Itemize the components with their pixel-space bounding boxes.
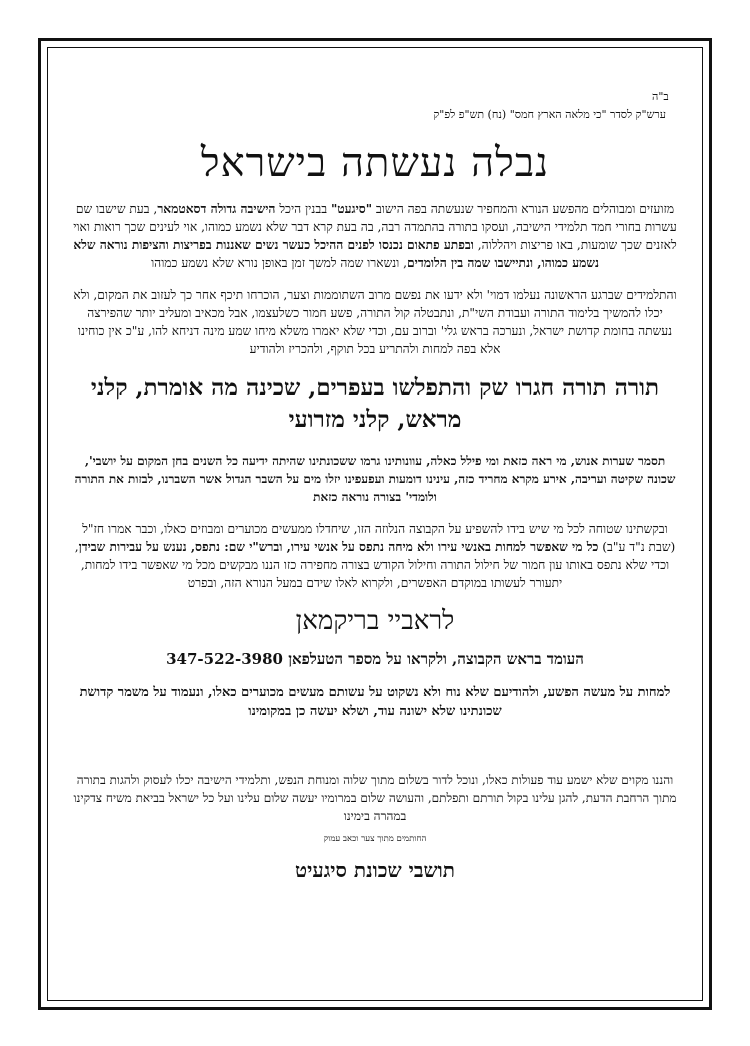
- call-to-action: למחות על מעשה הפשע, ולהודיעם שלא נוח ולא נשקוט על עשותם מעשים מכוערים כאלו, ונעמוד על משמר קדושת שכונתינו שלא ישונה עוד, ושלא יעשה כן במקומינו: [79, 685, 671, 719]
- signature: תושבי שכונת סיגעיט: [295, 858, 455, 882]
- main-title: נבלה נעשתה בישראל: [200, 140, 550, 186]
- dateline: ערש"ק לסדר "כי מלאה הארץ חמס" (נח) תש"פ לפ"ק: [433, 108, 666, 121]
- bh-header: ב"ה: [652, 90, 669, 103]
- phone-number: 347-522-3980: [166, 650, 283, 668]
- notice-document: [72, 90, 678, 990]
- rabbi-name: לראביי בריקמאן: [295, 606, 455, 636]
- contact-text: העומד בראש הקבוצה, ולקראו על מספר הטעלפאן: [288, 650, 584, 668]
- closing-paragraph: והננו מקוים שלא ישמע עוד פעולות כאלו, ונוכל לדור בשלום מתוך שלוה ומנוחת הנפש, ותלמידי הישיבה יכלו לעסוק ולהגות בתורה מתוך הרחבת הדעת, להגן עלינו בקול תורתם ותפלתם, והעושה שלום במרומיו יעשה שלום עלינו ועל כל ישראל בביאת משיח צדקינו במהרה בימינו: [73, 773, 677, 823]
- paragraph-1: מזועזים ומבוהלים מהפשע הנורא והמחפיר שנעשתה בפה הישוב "סיגעט" בבנין היכל הישיבה גדולה דסאטמאר, בעת שישבו שם עשרות בחורי חמד תלמידי הישיבה, ועסקו בתורה בהתמדה רבה, בה בעת קרא דבר שלא נשמע כמוהו, אוי לעינים שכך רואות ואוי לאזנים שכך שומעות, באו פריצות ויהללוה, ובפתע פתאום נכנסו לפנים ההיכל כעשר נשים שאננות בפריצות והציפות נוראה שלא נשמע כמוהו, ונתיישבו שמה בין הלומדים, ונשארו שמה למשך זמן באופן נורא שלא נשמע כמוהו: [73, 202, 677, 270]
- secondary-headline: תורה תורה חגרו שק והתפלשו בעפרים, שכינה מה אומרת, קלני מראש, קלני מזרועי: [90, 374, 660, 433]
- paragraph-4: ובקשתינו שטוחה לכל מי שיש בידו להשפיע על הקבוצה הנלוזה הזו, שיחדלו ממעשים מכוערים ומבוזים כאלו, וכבר אמרו חז"ל (שבת נ"ד ע"ב) כל מי שאפשר למחות באנשי עירו ולא מיחה נתפס על אנשי עירו, וברש"י שם: נתפס, נענש על עבירות שבידן, וכדי שלא נתפס באותו עון חמור של חילול התורה וחילול הקודש בצורה מחפירה כזו הננו מבקשים מכל מי שאפשר בידו למחות, יתעורר לעשותו במוקדם האפשרים, ולקרוא לאלו שידם במעל הנורא הזה, ובפרט: [74, 522, 676, 590]
- paragraph-3: תסמר שערות אנוש, מי ראה כזאת ומי פילל כאלה, עוונותינו גרמו ששכונתינו שהיתה ידיעה כל השנים בחן המקום על יושבי', שכונה שקיטה ועריבה, אירע מקרא מחריד כזה, עינינו דומעות ועפעפינו יזלו מים על השבר הגדול אשר השברנו, לבזות את התורה ולומדי' בצורה נוראה כזאת: [74, 454, 676, 504]
- contact-line: [72, 650, 678, 669]
- signers-note: החותמים מתוך צער וכאב עמוק: [323, 834, 427, 844]
- paragraph-2: והתלמידים שברגע הראשונה נעלמו דמוי' ולא ידעו את נפשם מרוב השתוממות וצער, הוכרחו תיכף אחר כך לעזוב את המקום, ולא יכלו להמשיך בלימוד התורה ועבודת השי"ת, ונתבטלה קול התורה, פשע חמור כשלעצמו, אבל מכאיב ומעליב יותר שהפירצה נעשתה בחומת קדושת ישראל, ונערכה בראש גלי' וברוב עם, וכדי שלא יאמרו משלא מיחו שמע מינה דניחא להו, ע"כ אין כוחינו אלא בפה למחות ולהתריע בכל תוקף, ולהכריז ולהודיע: [73, 288, 677, 356]
